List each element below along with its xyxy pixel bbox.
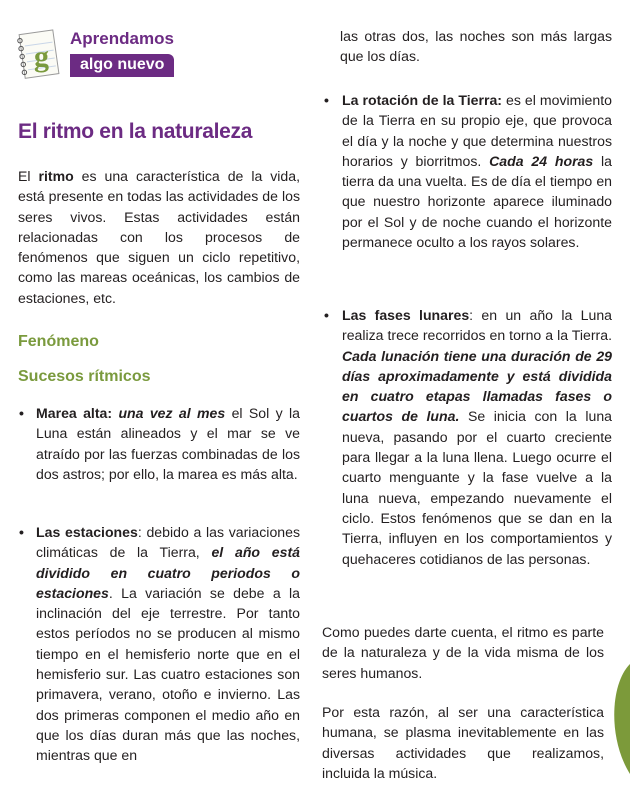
intro-post: es una característica de la vida, está presente en todas las actividades de los seres vivos. Estas actividades están relacionadas con los procesos de fenómenos que siguen un ciclo repetitivo, como las mareas oceánicas, los cambios de estaciones, etc.: [18, 168, 300, 306]
fases-label: Las fases lunares: [342, 307, 470, 323]
marea-text: el Sol y la Luna están alineados y el mar se ve atraído por las fuerzas combinadas de los dos astros; por ello, la marea es más alta.: [36, 405, 300, 482]
badge-letter: g: [34, 40, 49, 73]
rotacion-label: La rotación de la Tierra:: [342, 92, 502, 108]
estaciones-continued: las otras dos, las noches son más largas que los días.: [340, 28, 612, 65]
badge-subtitle: algo nuevo: [70, 54, 174, 77]
intro-bold: ritmo: [38, 168, 74, 184]
rotacion-em: Cada 24 horas: [489, 152, 594, 169]
estaciones-label: Las estaciones: [36, 524, 138, 540]
list-item-rotacion: [322, 90, 612, 252]
fases-text1: : en un año la Luna realiza trece recorridos en torno a la Tierra.: [342, 307, 613, 344]
section-badge: [14, 24, 194, 84]
bullet-icon: •: [324, 92, 329, 108]
fases-text2: Se inicia con la luna nueva, pasando por el cuarto creciente para llegar a la luna llena. Luego ocurre el cuarto menguante y la fase vuelve a la luna nueva, empezando nuevamente el ciclo. Estos fenómenos que se dan en la Tierra, influyen en los comportamientos y quehaceres cotidianos de las personas.: [342, 408, 612, 567]
estaciones-text2: . La variación se debe a la inclinación del eje terrestre. Por tanto estos períodos no se producen al mismo tiempo en el hemisferio norte que en el hemisferio sur. Las cuatro estaciones son primavera, verano, otoño e invierno. Las dos primeras componen el medio año en que los días duran más que las noches, mientras que en: [36, 584, 300, 764]
intro-paragraph: [18, 166, 300, 308]
list-item-fases: [322, 305, 612, 569]
marea-label: Marea alta:: [36, 405, 113, 421]
bullet-icon: •: [19, 524, 24, 540]
notebook-icon: [14, 26, 66, 82]
rotacion-text1: es el movimiento de la Tierra en su propio eje, que provoca el día y la noche y que determina nuestros horarios y biorritmos.: [342, 92, 612, 169]
section-fenomeno: Fenómeno: [18, 333, 99, 350]
closing-paragraph-1: Como puedes darte cuenta, el ritmo es parte de la naturaleza y de la vida misma de los seres humanos.: [322, 624, 604, 681]
bullet-icon: •: [324, 307, 329, 323]
marea-em: una vez al mes: [118, 405, 226, 421]
list-item-marea: [18, 403, 300, 484]
bullet-icon: •: [19, 405, 24, 421]
rotacion-text2: la tierra da una vuelta. Es de día el tiempo en que nuestro horizonte aparece iluminado por el Sol y de noche cuando el horizonte permanece oculto a los rayos solares.: [342, 152, 612, 251]
estaciones-em: el año está dividido en cuatro periodos o estaciones: [36, 544, 300, 601]
leaf-decoration-icon: [608, 664, 630, 774]
intro-pre: El: [18, 168, 39, 184]
closing-paragraph-2: Por esta razón, al ser una característica humana, se plasma inevitablemente en las diversas actividades que realizamos, incluida la música.: [322, 704, 604, 781]
fases-em: Cada lunación tiene una duración de 29 días aproximadamente y está dividida en cuatro etapas llamadas fases o cuartos de luna.: [342, 347, 612, 425]
badge-title: Aprendamos: [70, 29, 174, 48]
page-title: El ritmo en la naturaleza: [18, 120, 253, 143]
list-item-estaciones: [18, 522, 300, 766]
section-sucesos: Sucesos rítmicos: [18, 368, 151, 385]
estaciones-text1: : debido a las variaciones climáticas de la Tierra,: [36, 524, 300, 561]
